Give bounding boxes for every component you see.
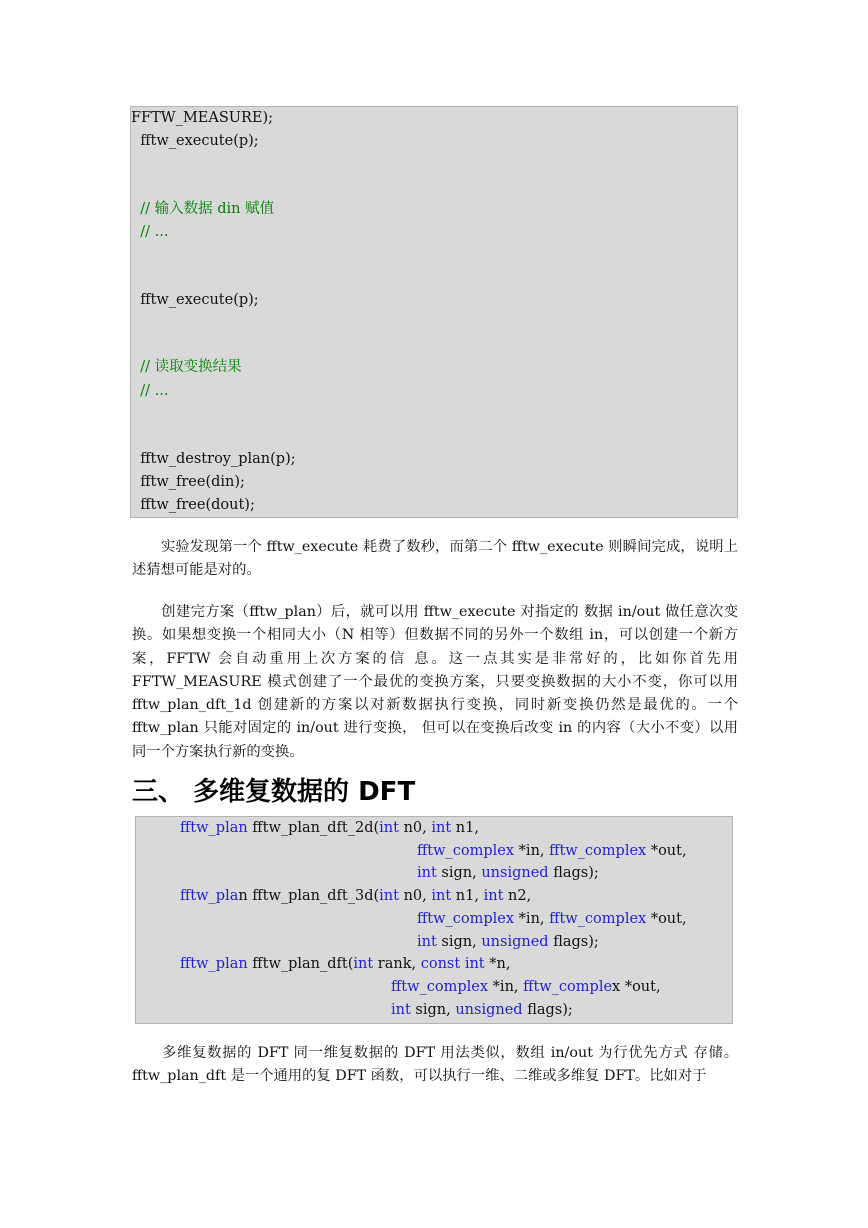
code-line: fftw_free(din); [131, 474, 245, 490]
code-line-plan-dft-3d: fftw_plan fftw_plan_dft_3d(int n0, int n1, int n2, [180, 888, 532, 904]
code-line: fftw_complex *in, fftw_complex *out, [417, 843, 687, 859]
code-line: FFTW_MEASURE); [131, 110, 274, 126]
paragraph-plan-reuse: 创建完方案（fftw_plan）后，就可以用 fftw_execute 对指定的 数据 in/out 做任意次变换。如果想变换一个相同大小（N 相等）但数据不同的另外一个数组 in，可以创建一个新方案，FFTW 会自动重用上次方案的信 息。这一点其实是非常好的，比如你首先用 FFTW_MEASURE 模式创建了一个最优的变换方案，只要变换数据的大小不变，你可以用 fftw_plan_dft_1d 创建新的方案以对新数据执行变换，同时新变换仍然是最优的。一个 fftw_plan 只能对固定的 in/out 进行变换， 但可以在变换后改变 in 的内容（大小不变）以用同一个方案执行新的变换。 [132, 604, 738, 760]
code-line: fftw_execute(p); [131, 133, 259, 149]
code-line: fftw_free(dout); [131, 497, 255, 513]
code-line: fftw_execute(p); [131, 292, 259, 308]
code-line: int sign, unsigned flags); [417, 865, 599, 881]
paragraph-multidim-usage: 多维复数据的 DFT 同一维复数据的 DFT 用法类似，数组 in/out 为行优先方式 存储。fftw_plan_dft 是一个通用的复 DFT 函数，可以执行一维、二维或多维复 DFT。比如对于 [132, 1045, 738, 1085]
paragraph-experiment-result: 实验发现第一个 fftw_execute 耗费了数秒，而第二个 fftw_execute 则瞬间完成，说明上述猜想可能是对的。 [132, 539, 738, 579]
code-comment: // ... [131, 383, 169, 399]
code-line: fftw_complex *in, fftw_complex *out, [391, 979, 661, 995]
code-comment: // ... [131, 224, 169, 240]
code-line: fftw_destroy_plan(p); [131, 451, 296, 467]
code-line-plan-dft-2d: fftw_plan fftw_plan_dft_2d(int n0, int n1, [180, 820, 479, 836]
section-heading-multidim-dft: 三、 多维复数据的 DFT [132, 777, 416, 807]
code-comment: // 输入数据 din 赋值 [131, 201, 275, 217]
code-line-plan-dft: fftw_plan fftw_plan_dft(int rank, const int *n, [180, 956, 511, 972]
code-line: fftw_complex *in, fftw_complex *out, [417, 911, 687, 927]
code-line: int sign, unsigned flags); [417, 934, 599, 950]
code-line: int sign, unsigned flags); [391, 1002, 573, 1018]
code-comment: // 读取变换结果 [131, 359, 242, 375]
